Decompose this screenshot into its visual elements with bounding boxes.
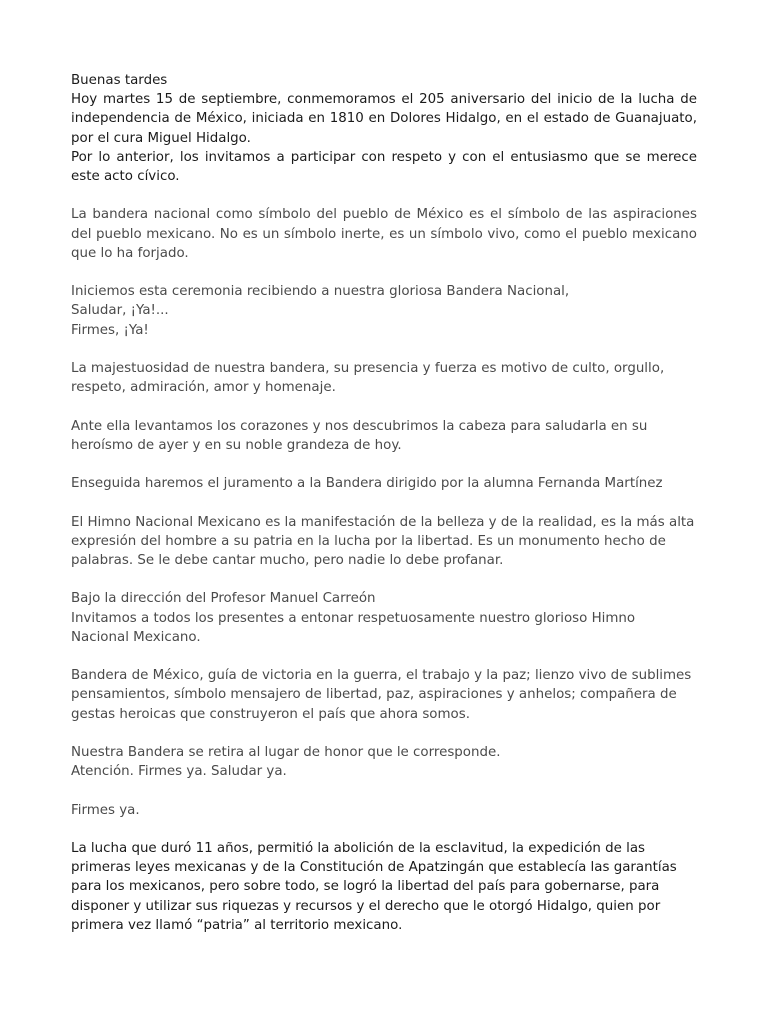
text-line: Ante ella levantamos los corazones y nos descubrimos la cabeza para saludarla en su heroísmo de ayer y en su noble grandeza de hoy. <box>71 418 648 453</box>
text-line: El Himno Nacional Mexicano es la manifestación de la belleza y de la realidad, es la más alta expresión del hombre a su patria en la lucha por la libertad. Es un monumento hecho de palabras. Se le debe cantar mucho, pero nadie lo debe profanar. <box>71 514 695 568</box>
text-line: Bajo la dirección del Profesor Manuel Carreón <box>71 591 376 607</box>
paragraph <box>71 205 697 263</box>
paragraph <box>71 589 697 647</box>
paragraph <box>71 71 697 186</box>
paragraph <box>71 801 697 820</box>
text-line: La bandera nacional como símbolo del pueblo de México es el símbolo de las aspiraciones del pueblo mexicano. No es un símbolo inerte, es un símbolo vivo, como el pueblo mexicano que lo ha forjado. <box>71 207 697 261</box>
text-line: Saludar, ¡Ya!... <box>71 303 169 319</box>
paragraph <box>71 417 697 455</box>
text-line: Enseguida haremos el juramento a la Bandera dirigido por la alumna Fernanda Martínez <box>71 476 663 492</box>
paragraph <box>71 839 697 935</box>
text-line: Firmes ya. <box>71 802 140 818</box>
text-line: Bandera de México, guía de victoria en la guerra, el trabajo y la paz; lienzo vivo de sublimes pensamientos, símbolo mensajero de libertad, paz, aspiraciones y anhelos; compañera de gestas heroicas que construyeron el país que ahora somos. <box>71 668 692 722</box>
text-line: Invitamos a todos los presentes a entonar respetuosamente nuestro glorioso Himno Nacional Mexicano. <box>71 610 636 645</box>
document-page <box>71 71 697 954</box>
text-line: Firmes, ¡Ya! <box>71 322 149 338</box>
text-line: Iniciemos esta ceremonia recibiendo a nuestra gloriosa Bandera Nacional, <box>71 284 570 300</box>
text-line: Nuestra Bandera se retira al lugar de honor que le corresponde. <box>71 744 501 760</box>
text-line: La lucha que duró 11 años, permitió la abolición de la esclavitud, la expedición de las primeras leyes mexicanas y de la Constitución de Apatzingán que establecía las garantías para los mexicanos, pero sobre todo, se logró la libertad del país para gobernarse, para disponer y utilizar sus riquezas y recursos y el derecho que le otorgó Hidalgo, quien por primera vez llamó “patria” al territorio mexicano. <box>71 840 677 933</box>
text-line: Buenas tardes <box>71 73 168 88</box>
text-line: Hoy martes 15 de septiembre, conmemoramos el 205 aniversario del inicio de la lucha de independencia de México, iniciada en 1810 en Dolores Hidalgo, en el estado de Guanajuato, por el cura Miguel Hidalgo. <box>71 92 697 146</box>
text-line: Atención. Firmes ya. Saludar ya. <box>71 764 287 780</box>
paragraph <box>71 359 697 397</box>
paragraph <box>71 666 697 724</box>
text-line: Por lo anterior, los invitamos a participar con respeto y con el entusiasmo que se merece este acto cívico. <box>71 149 697 185</box>
text-line: La majestuosidad de nuestra bandera, su presencia y fuerza es motivo de culto, orgullo, respeto, admiración, amor y homenaje. <box>71 361 665 396</box>
paragraph <box>71 743 697 781</box>
paragraph <box>71 513 697 571</box>
paragraph <box>71 474 697 493</box>
paragraph <box>71 282 697 340</box>
